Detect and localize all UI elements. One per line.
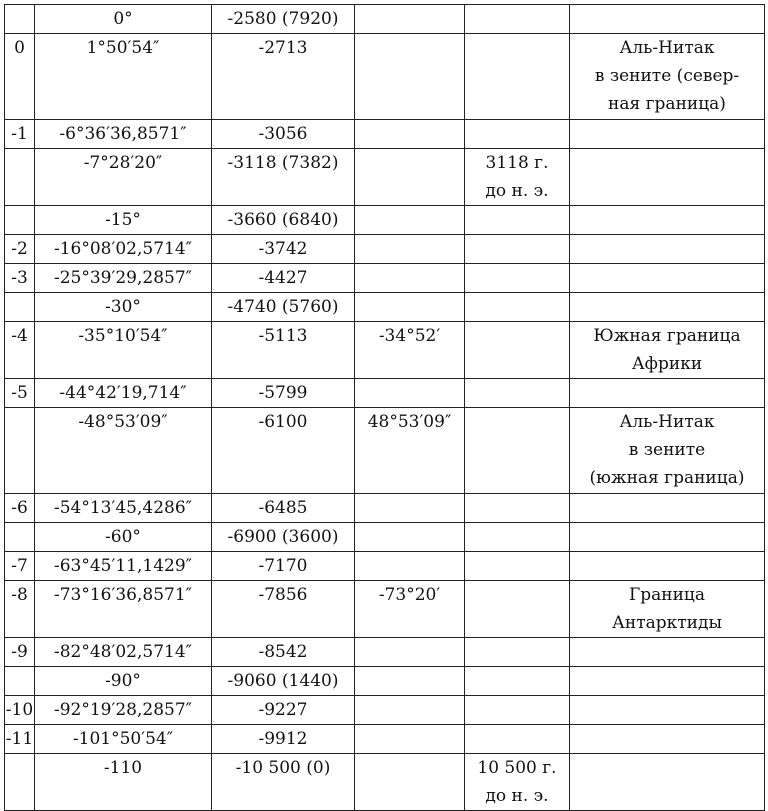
note-cell-line: Южная граница [593,326,741,346]
note-cell [570,322,765,379]
note-cell [570,293,765,322]
date-cell-line: 3118 г. [485,153,549,173]
angle-cell: -7°28′20″ [35,149,212,206]
year-cell: -4740 (5760) [212,293,355,322]
angle-cell: -63°45′11,1429″ [35,552,212,581]
note-cell [570,34,765,120]
latitude-cell [355,264,465,293]
date-cell [465,322,570,379]
date-cell [465,149,570,206]
year-cell: -2580 (7920) [212,5,355,34]
note-cell [570,379,765,408]
angle-cell: -25°39′29,2857″ [35,264,212,293]
angle-cell: -6°36′36,8571″ [35,120,212,149]
angle-cell: -16°08′02,5714″ [35,235,212,264]
row-number-cell [5,523,35,552]
row-number-cell: -10 [5,696,35,725]
latitude-cell: 48°53′09″ [355,408,465,494]
angle-cell: -54°13′45,4286″ [35,494,212,523]
year-cell: -3118 (7382) [212,149,355,206]
date-cell [465,206,570,235]
note-cell-line: в зените (север- [594,66,740,86]
note-cell [570,5,765,34]
row-number-cell: -1 [5,120,35,149]
row-number-cell: -4 [5,322,35,379]
note-cell [570,638,765,667]
year-cell: -7170 [212,552,355,581]
date-cell [465,264,570,293]
table-body [5,5,765,811]
year-cell: -3742 [212,235,355,264]
note-cell-line: ная граница) [608,94,726,114]
note-cell-line: Аль-Нитак [619,412,715,432]
date-cell [465,552,570,581]
table-row [5,379,765,408]
latitude-cell [355,523,465,552]
table-row [5,667,765,696]
note-cell-line: Аль-Нитак [619,38,715,58]
table-row [5,149,765,206]
angle-cell: -90° [35,667,212,696]
angle-cell: -92°19′28,2857″ [35,696,212,725]
angle-cell: -101°50′54″ [35,725,212,754]
latitude-cell [355,149,465,206]
row-number-cell: -2 [5,235,35,264]
row-number-cell [5,206,35,235]
table-row [5,322,765,379]
latitude-cell [355,293,465,322]
row-number-cell: -3 [5,264,35,293]
date-cell [465,5,570,34]
table-row [5,581,765,638]
latitude-cell: -73°20′ [355,581,465,638]
table-row [5,696,765,725]
year-cell: -2713 [212,34,355,120]
note-cell [570,494,765,523]
note-cell [570,552,765,581]
latitude-cell [355,206,465,235]
note-cell [570,696,765,725]
row-number-cell [5,5,35,34]
table-row [5,5,765,34]
note-cell [570,581,765,638]
year-cell: -5113 [212,322,355,379]
angle-cell: -60° [35,523,212,552]
angle-cell: -30° [35,293,212,322]
date-cell [465,494,570,523]
table-row [5,494,765,523]
date-cell [465,581,570,638]
note-cell-line: Граница [628,585,705,605]
row-number-cell: -8 [5,581,35,638]
date-cell-line: до н. э. [485,181,549,201]
latitude-cell [355,379,465,408]
angle-cell: -110 [35,754,212,811]
angle-cell: -48°53′09″ [35,408,212,494]
date-cell [465,523,570,552]
year-cell: -6485 [212,494,355,523]
table-row [5,264,765,293]
table-row [5,34,765,120]
latitude-cell [355,34,465,120]
year-cell: -7856 [212,581,355,638]
year-cell: -10 500 (0) [212,754,355,811]
latitude-cell [355,235,465,264]
latitude-cell [355,667,465,696]
latitude-cell [355,696,465,725]
row-number-cell: -6 [5,494,35,523]
note-cell [570,206,765,235]
table-row [5,638,765,667]
date-cell [465,235,570,264]
latitude-cell [355,638,465,667]
date-cell [465,667,570,696]
table-row [5,293,765,322]
date-cell [465,120,570,149]
table-row [5,408,765,494]
year-cell: -6100 [212,408,355,494]
note-cell-line: Антарктиды [612,613,722,633]
date-cell-line: 10 500 г. [477,758,557,778]
date-cell [465,754,570,811]
date-cell [465,638,570,667]
latitude-cell [355,552,465,581]
latitude-cell [355,494,465,523]
angle-cell: -15° [35,206,212,235]
latitude-cell: -34°52′ [355,322,465,379]
note-cell [570,264,765,293]
angle-cell: 1°50′54″ [35,34,212,120]
table-row [5,120,765,149]
angle-cell: -35°10′54″ [35,322,212,379]
note-cell [570,235,765,264]
latitude-cell [355,725,465,754]
year-cell: -9227 [212,696,355,725]
date-cell [465,34,570,120]
row-number-cell: -9 [5,638,35,667]
row-number-cell [5,754,35,811]
data-table [4,4,765,811]
latitude-cell [355,5,465,34]
note-cell [570,408,765,494]
table-row [5,206,765,235]
year-cell: -5799 [212,379,355,408]
note-cell [570,754,765,811]
table-row [5,235,765,264]
row-number-cell: 0 [5,34,35,120]
date-cell-line: до н. э. [485,786,549,806]
angle-cell: -73°16′36,8571″ [35,581,212,638]
year-cell: -9060 (1440) [212,667,355,696]
note-cell [570,523,765,552]
angle-cell: 0° [35,5,212,34]
row-number-cell: -5 [5,379,35,408]
row-number-cell: -11 [5,725,35,754]
date-cell [465,293,570,322]
date-cell [465,408,570,494]
row-number-cell [5,149,35,206]
note-cell [570,725,765,754]
row-number-cell [5,293,35,322]
note-cell-line: в зените [628,440,706,460]
year-cell: -6900 (3600) [212,523,355,552]
date-cell [465,379,570,408]
table-row [5,754,765,811]
row-number-cell [5,408,35,494]
angle-cell: -44°42′19,714″ [35,379,212,408]
note-cell [570,667,765,696]
note-cell-line: Африки [631,354,703,374]
table-row [5,552,765,581]
angle-cell: -82°48′02,5714″ [35,638,212,667]
note-cell [570,120,765,149]
latitude-cell [355,754,465,811]
table-row [5,523,765,552]
note-cell-line: (южная граница) [589,468,745,488]
row-number-cell: -7 [5,552,35,581]
table-row [5,725,765,754]
year-cell: -8542 [212,638,355,667]
year-cell: -3660 (6840) [212,206,355,235]
year-cell: -9912 [212,725,355,754]
latitude-cell [355,120,465,149]
row-number-cell [5,667,35,696]
year-cell: -3056 [212,120,355,149]
year-cell: -4427 [212,264,355,293]
note-cell [570,149,765,206]
date-cell [465,725,570,754]
date-cell [465,696,570,725]
